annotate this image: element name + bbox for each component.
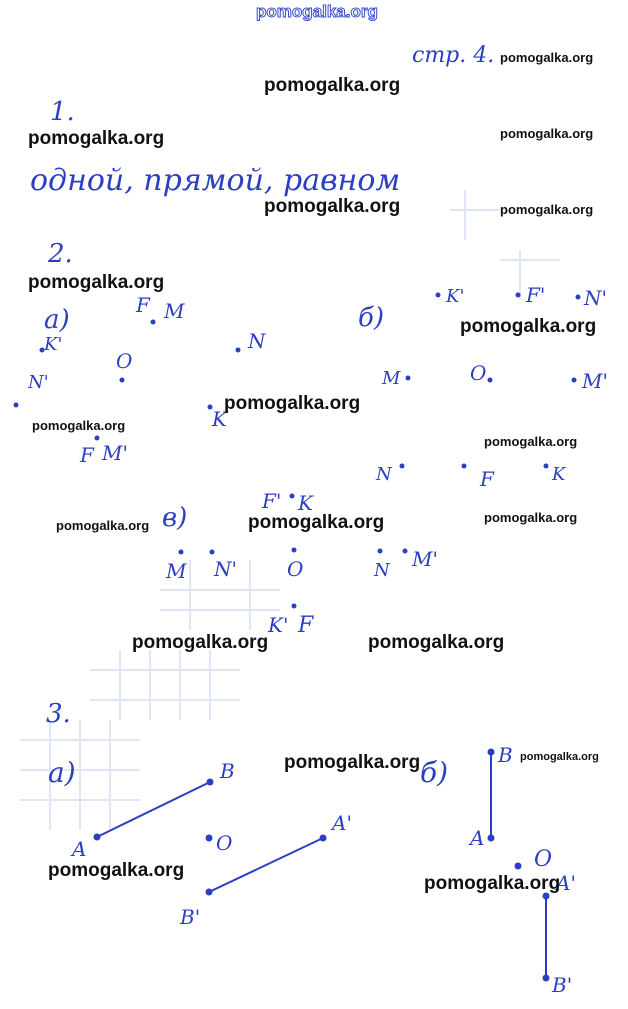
task2v-point-K: K [298,491,313,515]
task3b-point-O: O [534,847,553,872]
task2a-point-N1: N' [28,372,49,393]
watermark: pomogalka.org [460,316,597,337]
task2b-point-M: M [382,368,401,389]
watermark: pomogalka.org [520,751,599,763]
watermark: pomogalka.org [28,272,165,293]
task2a-point-K: K [212,407,227,431]
task2a-point-F: F [136,293,150,317]
task2b-point-F1: F' [526,283,546,307]
task2v-dots [179,494,408,609]
task2v-point-M: M [166,559,187,583]
task2a-label: а) [44,305,70,335]
task2b-point-M1: M' [582,369,608,393]
task2v-point-N1: N' [214,557,237,581]
watermark: pomogalka.org [484,510,578,525]
task2a-point-M: M [164,299,185,323]
task2a-point-M1: M' [102,441,128,465]
watermark: pomogalka.org [264,196,401,217]
task3b-label: б) [420,756,449,789]
watermark: pomogalka.org [424,873,561,894]
task2b-point-K1: K' [446,286,465,307]
watermark: pomogalka.org [224,393,361,414]
task2a-point-K1: K' [44,334,63,355]
watermark: pomogalka.org [32,418,126,433]
watermark: pomogalka.org [500,202,594,217]
page-label: стр. 4. [412,43,495,68]
task3a-point-A1: A' [332,811,352,835]
task2a-point-F1: F [80,443,94,467]
watermark: pomogalka.org [284,752,421,773]
task3a-point-A: A [72,837,87,861]
task2v-point-O: O [287,557,304,581]
task2b-point-F: F [480,467,494,491]
task2v-point-K1: K' [268,613,289,637]
task2v-point-N: N [374,560,390,581]
task2a-point-N: N [248,329,266,353]
watermark: pomogalka.org [264,75,401,96]
task3b-point-A: A [470,826,485,850]
task3a-label: а) [48,756,76,789]
watermark: pomogalka.org [500,50,594,65]
task1-answer: одной, прямой, равном [30,163,401,198]
task2v-label: в) [162,503,188,533]
watermark: pomogalka.org [56,518,150,533]
task2v-point-F1: F' [262,489,282,513]
task3a-point-B1: B' [180,905,201,929]
task3b-point-B1: B' [552,973,573,997]
task3b-point-A1: A' [556,871,576,895]
task2b-point-O: O [470,361,487,385]
watermark: pomogalka.org [248,512,385,533]
task3a-point-O: O [216,831,233,855]
task3a-point-B: B [220,759,235,783]
task2b-point-K: K [552,464,566,485]
task2b-point-N1: N' [584,286,607,310]
task3-number: 3. [46,699,71,729]
task2-number: 2. [48,239,73,269]
task2v-point-M1: M' [412,547,438,571]
task3b-point-B: B [498,743,513,767]
watermark: pomogalka.org [132,632,269,653]
watermark: pomogalka.org [28,128,165,149]
watermark: pomogalka.org [368,632,505,653]
watermark: pomogalka.org [484,434,578,449]
task2b-label: б) [358,303,385,333]
task2v-point-F: F [298,613,314,638]
task2a-point-O: O [116,349,133,373]
task2b-point-N: N [376,464,392,485]
task1-number: 1. [50,97,75,127]
header-watermark: pomogalka.org [256,2,378,21]
watermark: pomogalka.org [500,126,594,141]
watermark: pomogalka.org [48,860,185,881]
